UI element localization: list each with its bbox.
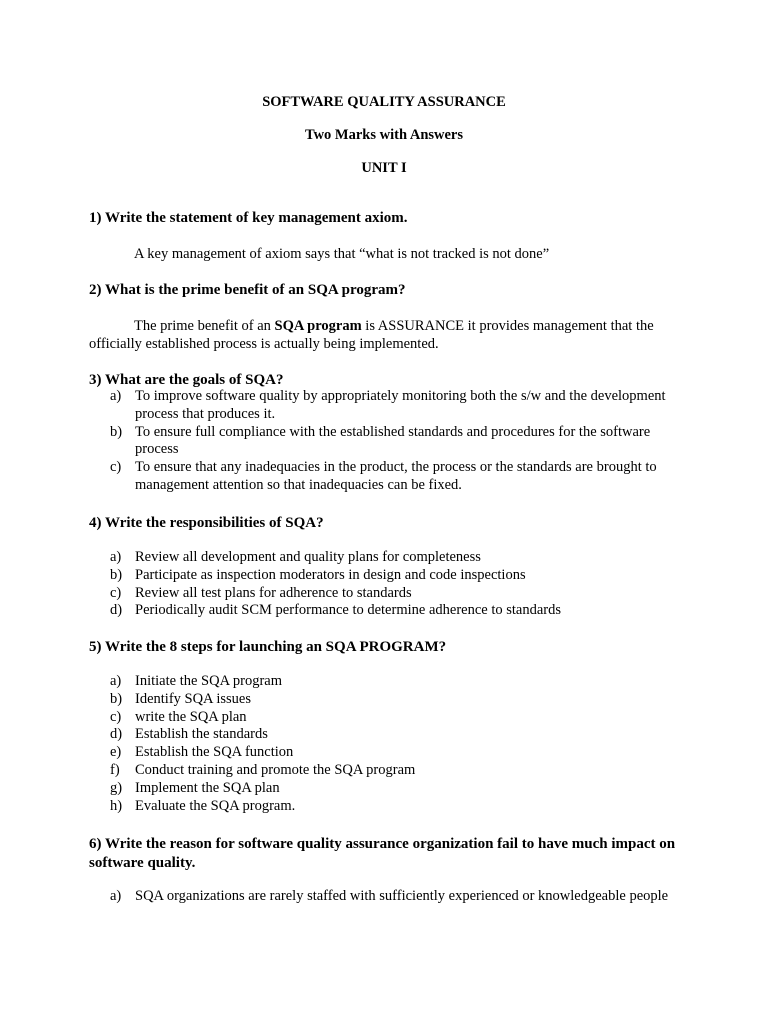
list-marker: d)	[110, 602, 123, 619]
list-marker: b)	[110, 566, 123, 583]
question-6: 6) Write the reason for software quality assurance organization fail to have much impact on software quality.	[89, 836, 676, 871]
list-marker: b)	[110, 423, 123, 440]
list-item-text: Participate as inspection moderators in design and code inspections	[135, 566, 526, 583]
list-item-text: Periodically audit SCM performance to determine adherence to standards	[135, 602, 561, 619]
list-item	[110, 602, 680, 620]
launch-steps-list	[110, 673, 680, 815]
reasons-list	[110, 888, 680, 906]
list-item	[110, 780, 680, 798]
list-item	[110, 567, 680, 585]
list-item	[110, 585, 680, 603]
question-4: 4) Write the responsibilities of SQA?	[89, 515, 324, 531]
list-marker: f)	[110, 761, 120, 778]
answer-2-text-post: is ASSURANCE it provides management that the	[361, 318, 654, 334]
question-2: 2) What is the prime benefit of an SQA program?	[89, 282, 406, 298]
list-item	[110, 726, 680, 744]
list-marker: a)	[110, 549, 122, 565]
list-marker: d)	[110, 726, 123, 743]
answer-2-line-1	[134, 317, 694, 335]
list-item	[110, 798, 680, 816]
list-item-text: Conduct training and promote the SQA program	[135, 761, 416, 778]
list-item-text: Establish the standards	[135, 726, 268, 743]
list-item-text: Establish the SQA function	[135, 744, 294, 761]
answer-2-bold-term: SQA program	[274, 318, 362, 334]
list-item	[110, 388, 680, 424]
question-1: 1) Write the statement of key management axiom.	[89, 210, 408, 226]
list-marker: a)	[110, 673, 122, 689]
list-item-text: SQA organizations are rarely staffed with sufficiently experienced or knowledgeable people	[135, 888, 669, 904]
list-marker: a)	[110, 888, 122, 904]
list-item	[110, 762, 680, 780]
responsibilities-list	[110, 549, 680, 620]
list-item	[110, 709, 680, 727]
list-item-text: To improve software quality by appropriately monitoring both the s/w and the development process that produces it.	[135, 388, 666, 422]
unit-heading: UNIT I	[361, 160, 407, 176]
list-marker: b)	[110, 690, 123, 707]
list-marker: c)	[110, 708, 122, 725]
list-item-text: Review all development and quality plans for completeness	[135, 549, 481, 565]
list-item	[110, 691, 680, 709]
goals-list	[110, 388, 680, 495]
list-item-text: write the SQA plan	[135, 708, 247, 725]
list-item-text: To ensure full compliance with the established standards and procedures for the software process	[135, 423, 651, 458]
document-title: SOFTWARE QUALITY ASSURANCE	[262, 94, 506, 110]
list-item-text: Evaluate the SQA program.	[135, 797, 296, 814]
question-3: 3) What are the goals of SQA?	[89, 372, 284, 388]
list-item	[110, 888, 680, 906]
list-marker: c)	[110, 584, 122, 601]
list-item-text: Identify SQA issues	[135, 690, 251, 707]
list-item	[110, 673, 680, 691]
list-item	[110, 744, 680, 762]
list-marker: h)	[110, 797, 123, 814]
question-5: 5) Write the 8 steps for launching an SQA PROGRAM?	[89, 639, 447, 655]
list-marker: e)	[110, 744, 122, 761]
list-marker: g)	[110, 779, 123, 796]
list-marker: c)	[110, 459, 122, 476]
document-subtitle: Two Marks with Answers	[304, 127, 464, 143]
answer-1: A key management of axiom says that “what is not tracked is not done”	[134, 246, 550, 262]
list-item-text: Review all test plans for adherence to standards	[135, 584, 412, 601]
list-item-text: Implement the SQA plan	[135, 779, 280, 796]
list-item-text: Initiate the SQA program	[135, 673, 282, 689]
list-item	[110, 424, 680, 460]
list-item	[110, 459, 680, 495]
list-marker: a)	[110, 388, 122, 404]
list-item	[110, 549, 680, 567]
answer-2-text-pre: The prime benefit of an	[134, 318, 275, 334]
answer-2-line-2: officially established process is actually being implemented.	[89, 336, 439, 352]
list-item-text: To ensure that any inadequacies in the product, the process or the standards are brought to management attention so that inadequacies can be fixed.	[135, 459, 657, 493]
